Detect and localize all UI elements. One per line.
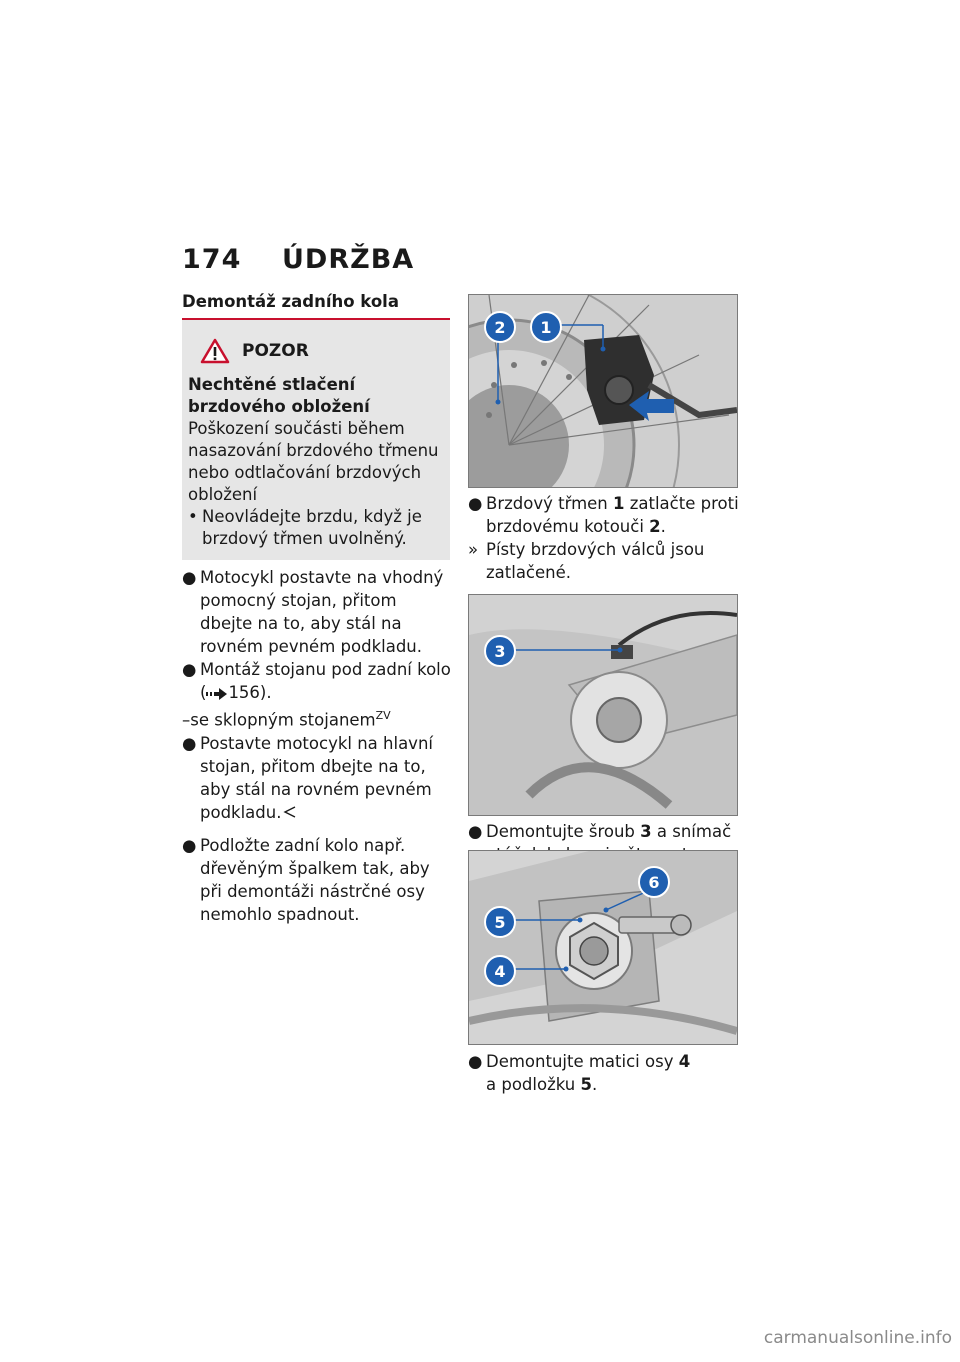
ref-number: 5 (580, 1075, 592, 1094)
end-of-section-icon (283, 806, 297, 818)
callout-2: 2 (484, 311, 516, 343)
result-arrow-icon: » (468, 540, 479, 559)
step-text: Demontujte matici osy (486, 1052, 679, 1071)
list-item (182, 566, 452, 658)
watermark: carmanualsonline.info (763, 1328, 952, 1348)
result-item (468, 538, 744, 584)
list-item (182, 732, 452, 824)
bullet-icon: ● (182, 660, 197, 679)
ref-number: 4 (678, 1052, 691, 1071)
right-step-3 (468, 1050, 744, 1096)
right-step-1 (468, 492, 744, 584)
step-text: Postavte motocykl na hlavní stojan, přitom dbejte na to, aby stál na rovném pevném podkladu. (200, 733, 433, 822)
step-text: zatlačte proti brzdovému kotouči (486, 494, 739, 536)
photo3-callout-lines (468, 850, 736, 1043)
page-reference[interactable]: 156). (228, 683, 272, 702)
warning-triangle-icon (200, 338, 230, 364)
step-text: a snímač (656, 822, 732, 841)
callout-5: 5 (484, 906, 516, 938)
list-item (182, 834, 452, 926)
page-number: 174 (182, 244, 242, 275)
step-text: Podložte zadní kolo např. dřevěným špalkem tak, aby při demontáži nástrčné osy nemohlo spadnout. (200, 835, 430, 924)
warning-label: POZOR (242, 341, 309, 361)
step-text: Montáž stojanu pod zadní kolo ( (200, 660, 451, 702)
step-text: Motocykl postavte na vhodný pomocný stojan, přitom dbejte na to, aby stál na rovném pevném podkladu. (200, 568, 444, 656)
warning-description: Poškození součásti během nasazování brzdového třmenu nebo odtlačování brzdových obložení (188, 419, 439, 504)
ref-number: 3 (640, 822, 652, 841)
callout-6: 6 (638, 866, 670, 898)
warning-bullet-text: Neovládejte brzdu, když je brzdový třmen uvolněný. (202, 507, 422, 548)
bullet-icon: ● (468, 494, 483, 513)
option-code: ZV (375, 709, 391, 722)
option-text: se sklopným stojanem (190, 710, 376, 730)
step-text: Brzdový třmen (486, 494, 613, 513)
list-item (182, 658, 452, 704)
step-text: Demontujte šroub (486, 822, 641, 841)
list-item: ● Brzdový třmen 1 zatlačte proti brzdovému kotouči 2. (468, 494, 739, 536)
bullet-icon: ● (468, 822, 483, 841)
page-reference-arrow-icon (206, 688, 228, 700)
left-steps (182, 566, 452, 926)
callout-1: 1 (530, 311, 562, 343)
option-line (182, 704, 452, 732)
dash-marker: – (182, 710, 191, 730)
warning-box (182, 320, 450, 560)
warning-title: Nechtěné stlačení brzdového obložení (188, 375, 370, 416)
bullet-icon: ● (468, 1052, 483, 1071)
callout-3: 3 (484, 635, 516, 667)
warning-bullet (188, 506, 446, 550)
bullet-icon: • (188, 507, 198, 526)
bullet-icon: ● (182, 835, 197, 855)
step-text: a podložku (486, 1075, 581, 1094)
photo2-callout-lines (468, 594, 736, 814)
section-title: Demontáž zadního kola (182, 292, 399, 311)
bullet-icon: ● (182, 733, 197, 753)
bullet-icon: ● (182, 568, 197, 587)
list-item: ● Demontujte matici osy 4 a podložku 5. (468, 1052, 691, 1094)
chapter-title: ÚDRŽBA (282, 244, 415, 275)
result-text: Písty brzdových válců jsou zatlačené. (486, 540, 705, 582)
ref-number: 1 (613, 494, 625, 513)
page-header (182, 244, 414, 275)
ref-number: 2 (649, 517, 661, 536)
callout-4: 4 (484, 955, 516, 987)
